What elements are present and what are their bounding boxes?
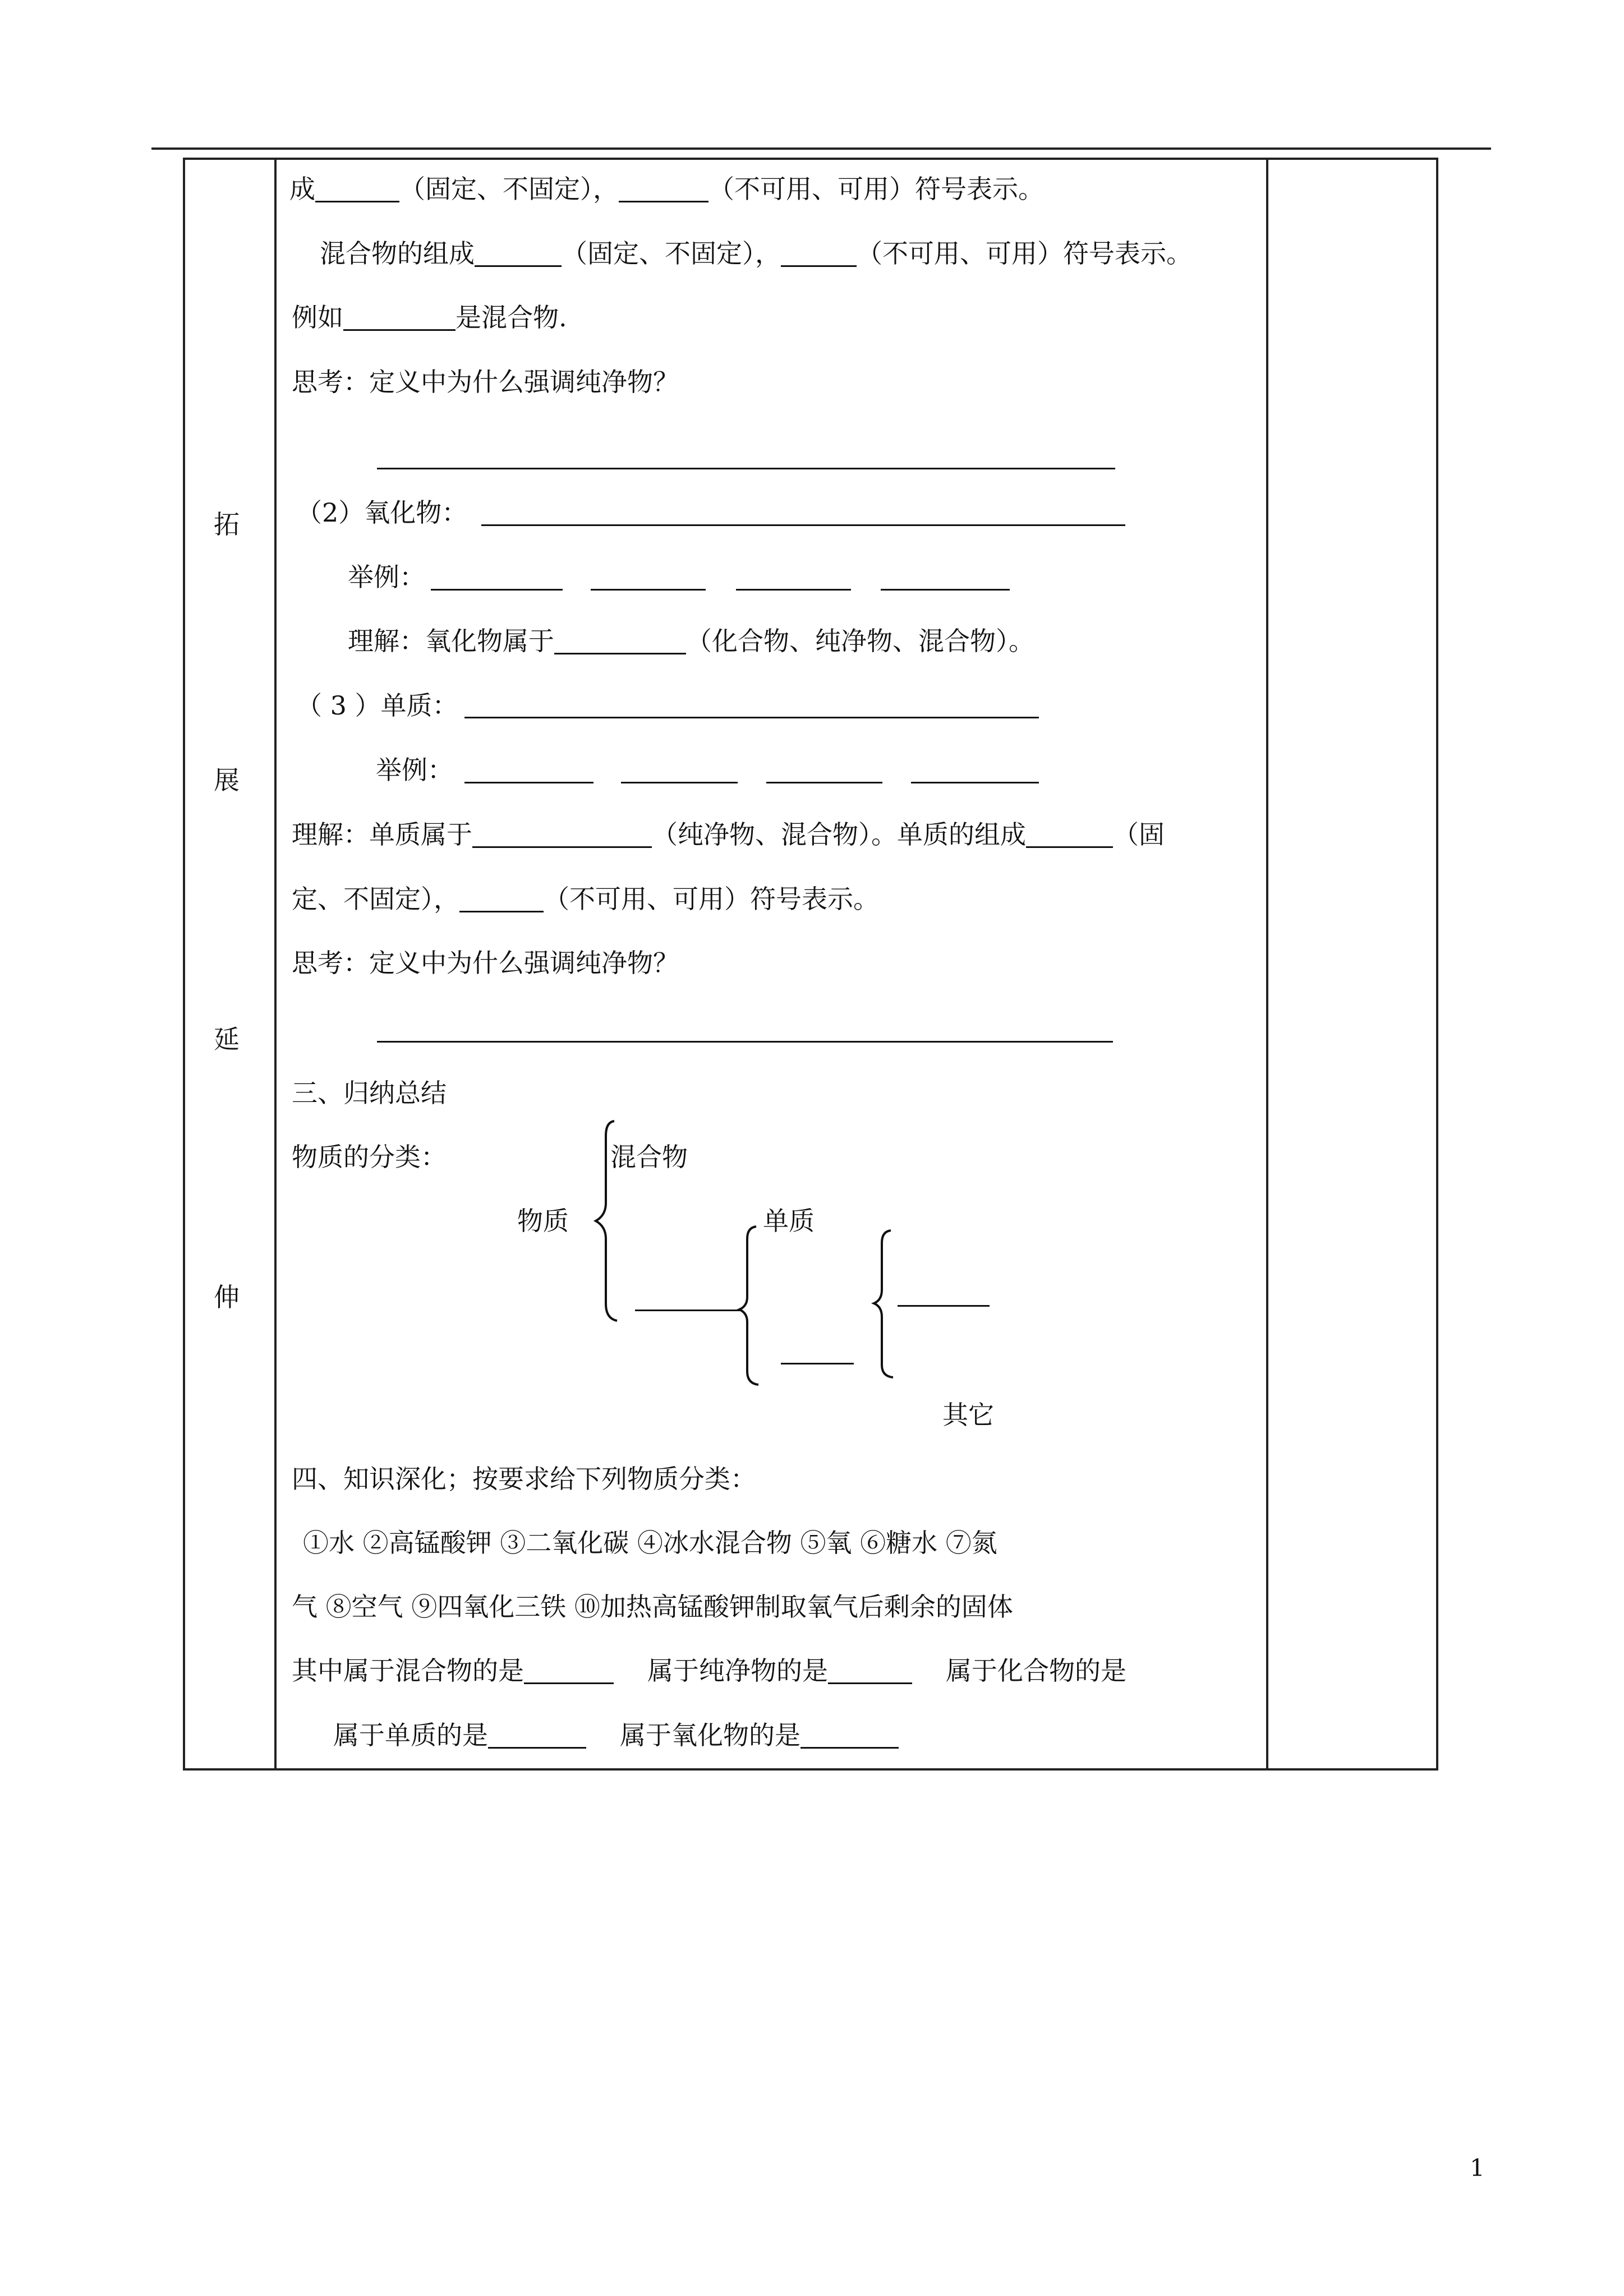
side-label-char-2: 展 xyxy=(214,765,240,795)
answer-blank[interactable] xyxy=(1026,824,1113,848)
element-understanding: 理解：单质属于 （纯净物、混合物）。单质的组成 （固 xyxy=(292,819,1165,850)
oxide-example-blank-4[interactable] xyxy=(881,589,1010,591)
element-example-blank-3[interactable] xyxy=(766,782,882,783)
element-example-label: 举例： xyxy=(376,755,453,785)
side-label-char-3: 延 xyxy=(214,1024,240,1054)
diagram-other-label: 其它 xyxy=(942,1400,994,1430)
page-number: 1 xyxy=(1470,2154,1485,2182)
diagram-mixture-label: 混合物 xyxy=(610,1142,688,1172)
diagram-element-label: 单质 xyxy=(763,1206,815,1236)
diagram-pure-substance-blank[interactable] xyxy=(635,1310,742,1311)
section-heading-summary: 三、归纳总结 xyxy=(292,1078,447,1108)
diagram-matter-label: 物质 xyxy=(517,1206,569,1236)
oxide-example-blank-2[interactable] xyxy=(591,589,706,591)
answer-blank[interactable] xyxy=(554,630,686,654)
line-mixture-example: 例如 是混合物. xyxy=(292,302,567,333)
answer-blank[interactable] xyxy=(472,824,652,848)
oxide-definition-blank[interactable] xyxy=(481,524,1125,526)
element-example-blank-1[interactable] xyxy=(464,782,594,783)
oxide-example-label: 举例： xyxy=(348,562,425,592)
diagram-oxide-blank[interactable] xyxy=(898,1305,990,1307)
answer-blank[interactable] xyxy=(459,888,544,912)
pure-substance-answer-blank[interactable] xyxy=(828,1660,912,1684)
classification-answer-line-2: 属于单质的是 属于氧化物的是 xyxy=(333,1722,899,1749)
element-example-blank-4[interactable] xyxy=(911,782,1039,783)
think-question-1: 思考：定义中为什么强调纯净物？ xyxy=(292,367,679,397)
line-composition-fixed: 成 （固定、不固定）， （不可用、可用）符号表示。 xyxy=(289,174,1044,204)
answer-blank[interactable] xyxy=(781,243,857,267)
pure-substance-brace xyxy=(729,1224,763,1387)
side-label-char-1: 拓 xyxy=(214,509,240,540)
oxide-understanding: 理解：氧化物属于 （化合物、纯净物、混合物）。 xyxy=(348,626,1034,656)
element-definition-label: （ 3 ）单质： xyxy=(296,690,458,721)
oxide-definition-label: （2）氧化物： xyxy=(296,497,468,528)
answer-blank[interactable] xyxy=(619,178,709,202)
oxide-example-blank-1[interactable] xyxy=(431,589,563,591)
think-question-2: 思考：定义中为什么强调纯净物？ xyxy=(292,948,679,978)
answer-blank[interactable] xyxy=(475,243,562,267)
side-label-char-4: 伸 xyxy=(214,1282,240,1312)
oxide-answer-blank[interactable] xyxy=(801,1725,899,1749)
substance-list-line-2: 气 ⑧空气 ⑨四氧化三铁 ⑩加热高锰酸钾制取氧气后剩余的固体 xyxy=(292,1592,1013,1622)
classification-label: 物质的分类： xyxy=(292,1142,447,1172)
substance-list-line-1: ①水 ②高锰酸钾 ③二氧化碳 ④冰水混合物 ⑤氧 ⑥糖水 ⑦氮 xyxy=(303,1528,997,1558)
oxide-example-blank-3[interactable] xyxy=(736,589,851,591)
element-symbol-line: 定、不固定）， （不可用、可用）符号表示。 xyxy=(292,884,879,914)
section-heading-deepen: 四、知识深化；按要求给下列物质分类： xyxy=(292,1464,756,1494)
answer-line-2[interactable] xyxy=(377,1041,1113,1043)
line-mixture-composition: 混合物的组成 （固定、不固定）， （不可用、可用）符号表示。 xyxy=(320,238,1192,269)
diagram-compound-blank[interactable] xyxy=(781,1363,854,1364)
column-divider-right xyxy=(1266,158,1268,1771)
element-example-blank-2[interactable] xyxy=(621,782,738,783)
answer-blank[interactable] xyxy=(343,307,456,331)
column-divider-left xyxy=(274,158,277,1771)
classification-answer-line-1: 其中属于混合物的是 属于纯净物的是 属于化合物的是 xyxy=(292,1656,1126,1686)
matter-brace xyxy=(583,1119,623,1324)
mixture-answer-blank[interactable] xyxy=(524,1660,614,1684)
element-definition-blank[interactable] xyxy=(464,717,1039,718)
answer-line-1[interactable] xyxy=(377,468,1115,469)
answer-blank[interactable] xyxy=(315,178,399,202)
header-rule xyxy=(151,147,1491,150)
element-answer-blank[interactable] xyxy=(488,1725,586,1749)
compound-brace xyxy=(864,1228,898,1380)
